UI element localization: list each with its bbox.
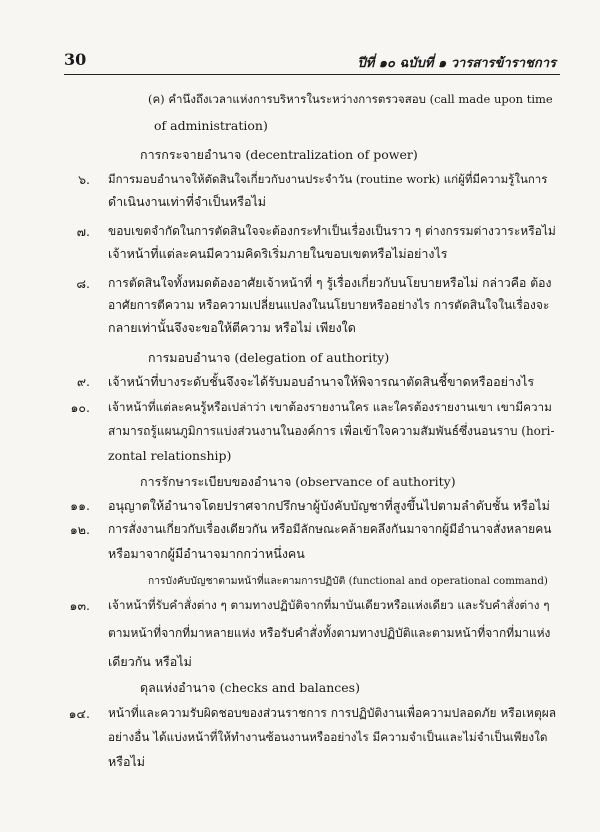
text-line: อาศัยการตีความ หรือความเปลี่ยนแปลงในนโยบายหรืออย่างไร การตัดสินใจในเรื่องจะ [108,298,550,312]
item-number: ๑๓. [69,598,90,613]
text-line: เจ้าหน้าที่บางระดับชั้นจึงจะได้รับมอบอำนาจให้พิจารณาตัดสินชี้ขาดหรืออย่างไร [108,374,535,389]
text-line: หรือมาจากผู้มีอำนาจมากกว่าหนึ่งคน [108,546,305,561]
text-line: ขอบเขตจำกัดในการตัดสินใจจะต้องกระทำเป็นเรื่องเป็นราว ๆ ต่างกรรมต่างวาระหรือไม่ [108,224,556,238]
page-number: 30 [64,50,87,69]
page-header [64,50,556,72]
running-title: ปีที่ ๑๐ ฉบับที่ ๑ วารสารข้าราชการ [357,56,556,71]
header-rule [64,74,560,75]
section-heading: การกระจายอำนาจ (decentralization of power) [140,147,418,162]
text-line: ตามหน้าที่จากที่มาหลายแห่ง หรือรับคำสั่งทั้งตามทางปฏิบัติและตามหน้าที่จากที่มาแห่ง [108,626,551,640]
text-line: มีการมอบอำนาจให้ตัดสินใจเกี่ยวกับงานประจำวัน (routine work) แก่ผู้ที่มีความรู้ในการ [108,172,548,186]
text-line: สามารถรู้แผนภูมิการแบ่งส่วนงานในองค์การ เพื่อเข้าใจความสัมพันธ์ซึ่งนอนราบ (hori- [108,424,555,438]
text-line: zontal relationship) [108,448,232,463]
item-number: ๑๐. [70,400,90,415]
text-line: (ค) คำนึงถึงเวลาแห่งการบริหารในระหว่างการตรวจสอบ (call made upon time [148,92,553,106]
text-line: อย่างอื่น ได้แบ่งหน้าที่ให้ทำงานซ้อนงานหรืออย่างไร มีความจำเป็นและไม่จำเป็นเพียงใด [108,730,548,744]
section-heading: ดุลแห่งอำนาจ (checks and balances) [140,680,360,695]
text-line: อนุญาตให้อำนาจโดยปราศจากปรึกษาผู้บังคับบัญชาที่สูงขึ้นไปตามลำดับชั้น หรือไม่ [108,498,550,513]
item-number: ๖. [78,172,90,187]
section-heading: การบังคับบัญชาตามหน้าที่และตามการปฏิบัติ (functional and operational command) [148,575,548,587]
section-heading: การมอบอำนาจ (delegation of authority) [148,350,390,365]
text-line: การสั่งงานเกี่ยวกับเรื่องเดียวกัน หรือมีลักษณะคล้ายคลึงกันมาจากผู้มีอำนาจสั่งหลายคน [108,522,552,536]
item-number: ๑๒. [69,522,90,537]
item-number: ๑๔. [68,706,90,721]
text-line: การตัดสินใจทั้งหมดต้องอาศัยเจ้าหน้าที่ ๆ รู้เรื่องเกี่ยวกับนโยบายหรือไม่ กล่าวคือ ต้อง [108,276,552,290]
item-number: ๗. [76,224,90,239]
item-number: ๘. [76,276,90,291]
text-line: หรือไม่ [108,754,145,769]
text-line: เจ้าหน้าที่รับคำสั่งต่าง ๆ ตามทางปฏิบัติจากที่มาบันเดียวหรือแห่งเดียว และรับคำสั่งต่าง ๆ [108,598,550,612]
text-line: เจ้าหน้าที่แต่ละคนมีความคิดริเริ่มภายในขอบเขตหรือไม่อย่างไร [108,246,448,261]
item-number: ๑๑. [70,498,90,513]
item-number: ๙. [76,374,90,389]
text-line: ดำเนินงานเท่าที่จำเป็นหรือไม่ [108,194,267,209]
text-line: เดียวกัน หรือไม่ [108,654,192,669]
text-line: กลายเท่านั้นจึงจะขอให้ตีความ หรือไม่ เพียงใด [108,320,356,335]
section-heading: การรักษาระเบียบของอำนาจ (observance of authority) [140,474,456,489]
text-line: หน้าที่และความรับผิดชอบของส่วนราชการ การปฏิบัติงานเพื่อความปลอดภัย หรือเหตุผล [108,706,557,720]
text-line: of administration) [154,118,268,133]
text-line: เจ้าหน้าที่แต่ละคนรู้หรือเปล่าว่า เขาต้องรายงานใคร และใครต้องรายงานเขา เขามีความ [108,400,552,414]
